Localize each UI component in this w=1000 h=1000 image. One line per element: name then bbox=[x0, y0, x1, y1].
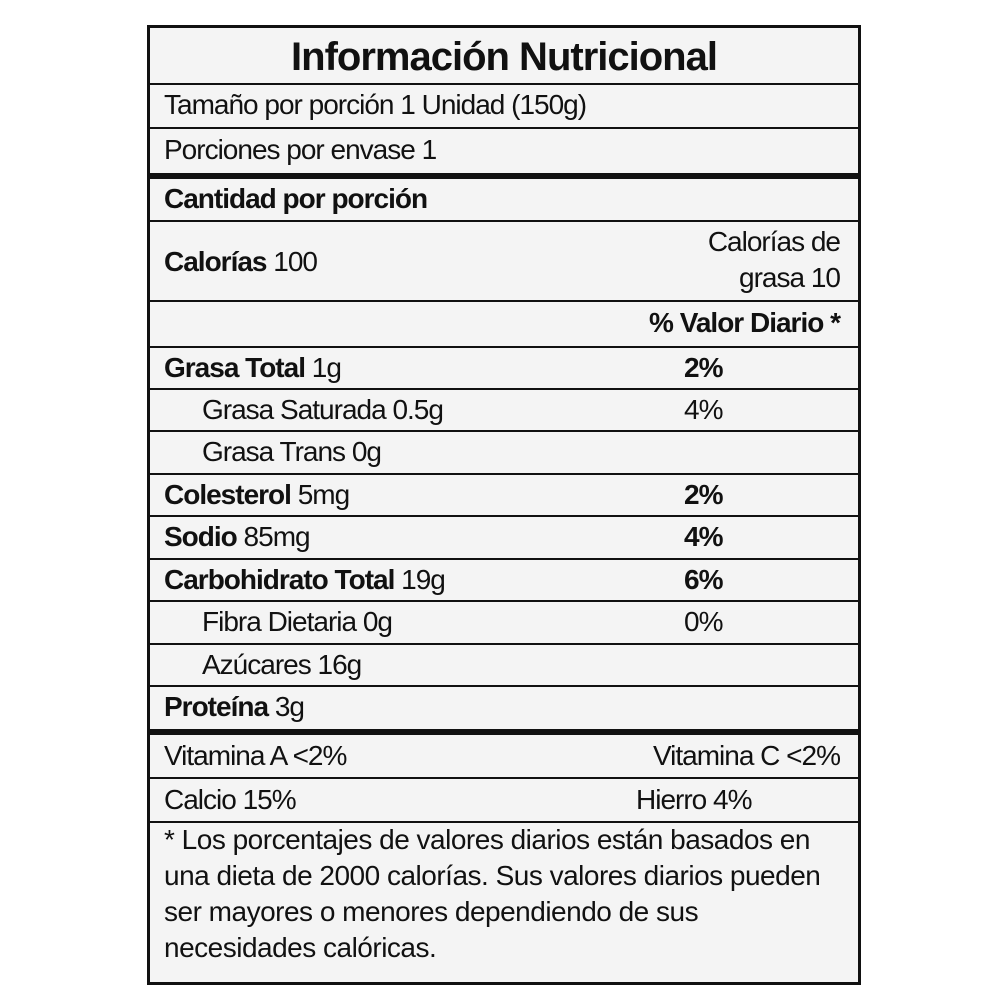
nutrient-row-trans-fat bbox=[150, 432, 858, 475]
nutrient-label: Proteína bbox=[164, 691, 269, 722]
nutrient-dv: 0% bbox=[684, 606, 723, 637]
calories-from-fat bbox=[708, 224, 840, 296]
serving-size: Tamaño por porción 1 Unidad (150g) bbox=[164, 89, 587, 120]
nutrient-amount: 1g bbox=[311, 352, 341, 383]
nutrient-amount: 19g bbox=[401, 564, 445, 595]
calories-from-fat-line2: grasa 10 bbox=[739, 262, 840, 293]
nutrient-row-protein bbox=[150, 687, 858, 735]
servings-per-container-row bbox=[150, 129, 858, 179]
nutrient-amount: 0.5g bbox=[392, 394, 443, 425]
amount-per-serving-row bbox=[150, 179, 858, 222]
servings-per-container: Porciones por envase 1 bbox=[164, 134, 437, 165]
calories-row bbox=[150, 222, 858, 302]
iron: Hierro 4% bbox=[636, 784, 752, 815]
nutrient-amount: 16g bbox=[317, 649, 362, 680]
footnote: * Los porcentajes de valores diarios están basados en una dieta de 2000 calorías. Sus valores diarios pueden ser mayores o menores dependiendo de sus necesidades calóricas. bbox=[164, 824, 821, 963]
nutrient-label: Carbohidrato Total bbox=[164, 564, 395, 595]
vitamins-row-2 bbox=[150, 779, 858, 823]
nutrient-row-total-carbohydrate bbox=[150, 560, 858, 602]
nutrient-row-saturated-fat bbox=[150, 390, 858, 432]
nutrient-amount: 0g bbox=[362, 606, 392, 637]
nutrient-dv: 2% bbox=[684, 479, 723, 510]
serving-size-row bbox=[150, 85, 858, 129]
daily-value-header: % Valor Diario * bbox=[649, 307, 840, 338]
calories-value: 100 bbox=[273, 246, 317, 277]
vitamin-a: Vitamina A <2% bbox=[164, 740, 347, 771]
nutrient-row-cholesterol bbox=[150, 475, 858, 517]
nutrient-dv: 4% bbox=[684, 394, 723, 425]
nutrient-amount: 3g bbox=[274, 691, 304, 722]
nutrient-amount: 0g bbox=[351, 436, 381, 467]
nutrient-row-dietary-fiber bbox=[150, 602, 858, 645]
nutrient-amount: 85mg bbox=[243, 521, 310, 552]
nutrient-label: Azúcares bbox=[202, 649, 311, 680]
calcium: Calcio 15% bbox=[164, 784, 296, 815]
calories-from-fat-line1: Calorías de bbox=[707, 226, 840, 257]
nutrient-row-sugars bbox=[150, 645, 858, 687]
daily-value-header-row bbox=[150, 302, 858, 348]
nutrition-facts-label bbox=[147, 25, 861, 985]
nutrient-label: Grasa Saturada bbox=[202, 394, 386, 425]
nutrient-label: Sodio bbox=[164, 521, 237, 552]
nutrient-row-sodium bbox=[150, 517, 858, 560]
nutrient-amount: 5mg bbox=[297, 479, 350, 510]
nutrient-label: Fibra Dietaria bbox=[202, 606, 357, 637]
vitamins-row-1 bbox=[150, 735, 858, 779]
nutrient-label: Grasa Total bbox=[164, 352, 305, 383]
nutrient-dv: 2% bbox=[684, 352, 723, 383]
amount-per-serving: Cantidad por porción bbox=[164, 183, 428, 214]
calories bbox=[164, 246, 317, 278]
calories-label: Calorías bbox=[164, 246, 267, 277]
nutrient-label: Grasa Trans bbox=[202, 436, 346, 467]
nutrient-label: Colesterol bbox=[164, 479, 291, 510]
nutrient-row-total-fat bbox=[150, 348, 858, 390]
label-title: Información Nutricional bbox=[291, 35, 717, 79]
nutrient-dv: 6% bbox=[684, 564, 723, 595]
title-row bbox=[150, 28, 858, 85]
vitamin-c: Vitamina C <2% bbox=[652, 740, 840, 771]
nutrient-dv: 4% bbox=[684, 521, 723, 552]
